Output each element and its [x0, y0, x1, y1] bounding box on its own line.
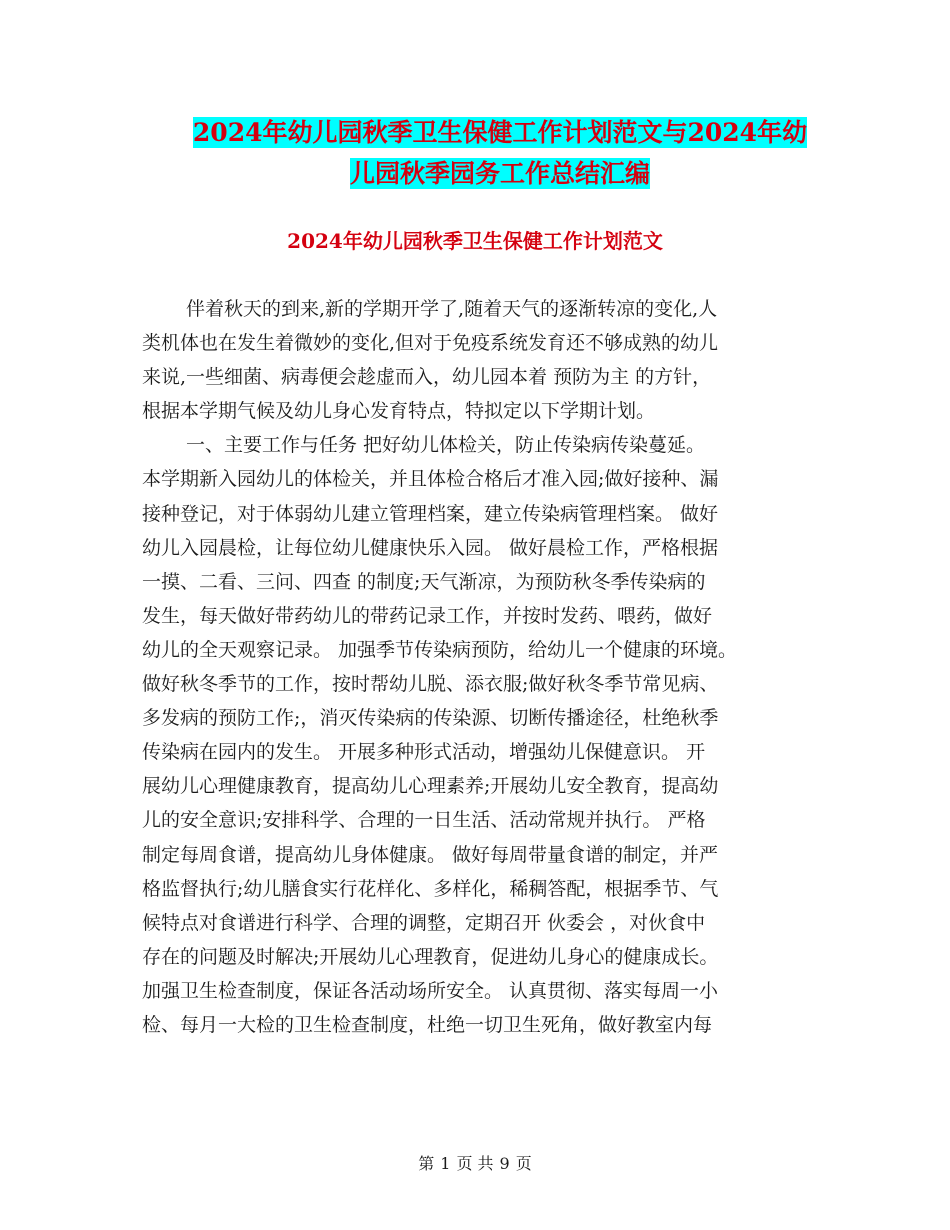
body-line: 检、每月一大检的卫生检查制度，杜绝一切卫生死角，做好教室内每: [142, 1013, 713, 1036]
footer-middle: 页 共: [456, 1154, 494, 1173]
body-line: 幼儿入园晨检，让每位幼儿健康快乐入园。 做好晨检工作，严格根据: [142, 536, 719, 559]
body-line: 根据本学期气候及幼儿身心发育特点，特拟定以下学期计划。: [142, 400, 656, 423]
page-total: 9: [499, 1154, 510, 1173]
footer-suffix: 页: [515, 1154, 532, 1173]
body-line: 存在的问题及时解决;开展幼儿心理教育，促进幼儿身心的健康成长。: [142, 945, 719, 968]
section-title: 2024年幼儿园秋季卫生保健工作计划范文: [287, 229, 663, 253]
document-title-line-2: 儿园秋季园务工作总结汇编: [349, 159, 650, 188]
body-line: 来说,一些细菌、病毒便会趁虚而入，幼儿园本着 预防为主 的方针，: [142, 366, 712, 389]
page-number: 1: [440, 1154, 451, 1173]
body-line: 一摸、二看、三问、四查 的制度;天气渐凉，为预防秋冬季传染病的: [142, 570, 706, 593]
body-text: [142, 292, 814, 1042]
body-line: 做好秋冬季节的工作，按时帮幼儿脱、添衣服;做好秋冬季节常见病、: [142, 673, 719, 696]
body-line: 格监督执行;幼儿膳食实行花样化、多样化，稀稠答配，根据季节、气: [142, 877, 719, 900]
body-line: 伴着秋天的到来,新的学期开学了,随着天气的逐渐转凉的变化,人: [186, 298, 718, 320]
body-line: 展幼儿心理健康教育，提高幼儿心理素养;开展幼儿安全教育，提高幼: [142, 775, 719, 798]
body-line: 本学期新入园幼儿的体检关，并且体检合格后才准入园;做好接种、漏: [142, 468, 719, 491]
body-line: 一、主要工作与任务 把好幼儿体检关，防止传染病传染蔓延。: [186, 434, 706, 457]
document-title: [120, 112, 880, 194]
body-line: 多发病的预防工作;，消灭传染病的传染源、切断传播途径，杜绝秋季: [142, 707, 719, 730]
body-line: 幼儿的全天观察记录。 加强季节传染病预防，给幼儿一个健康的环境。: [142, 638, 738, 661]
body-line: 类机体也在发生着微妙的变化,但对于免疫系统发育还不够成熟的幼儿: [142, 332, 719, 355]
body-line: 儿的安全意识;安排科学、合理的一日生活、活动常规并执行。 严格: [142, 809, 706, 832]
body-line: 制定每周食谱，提高幼儿身体健康。 做好每周带量食谱的制定，并严: [142, 843, 719, 866]
body-line: 加强卫生检查制度，保证各活动场所安全。 认真贯彻、落实每周一小: [142, 979, 719, 1002]
body-line: 发生，每天做好带药幼儿的带药记录工作，并按时发药、喂药，做好: [142, 604, 713, 627]
footer-prefix: 第: [418, 1154, 435, 1173]
body-line: 传染病在园内的发生。 开展多种形式活动，增强幼儿保健意识。 开: [142, 741, 706, 764]
body-line: 候特点对食谱进行科学、合理的调整，定期召开 伙委会 ，对伙食中: [142, 911, 706, 934]
page-footer: [0, 1152, 950, 1176]
document-title-line-1: 2024年幼儿园秋季卫生保健工作计划范文与2024年幼: [192, 118, 808, 147]
body-line: 接种登记，对于体弱幼儿建立管理档案，建立传染病管理档案。 做好: [142, 502, 719, 525]
